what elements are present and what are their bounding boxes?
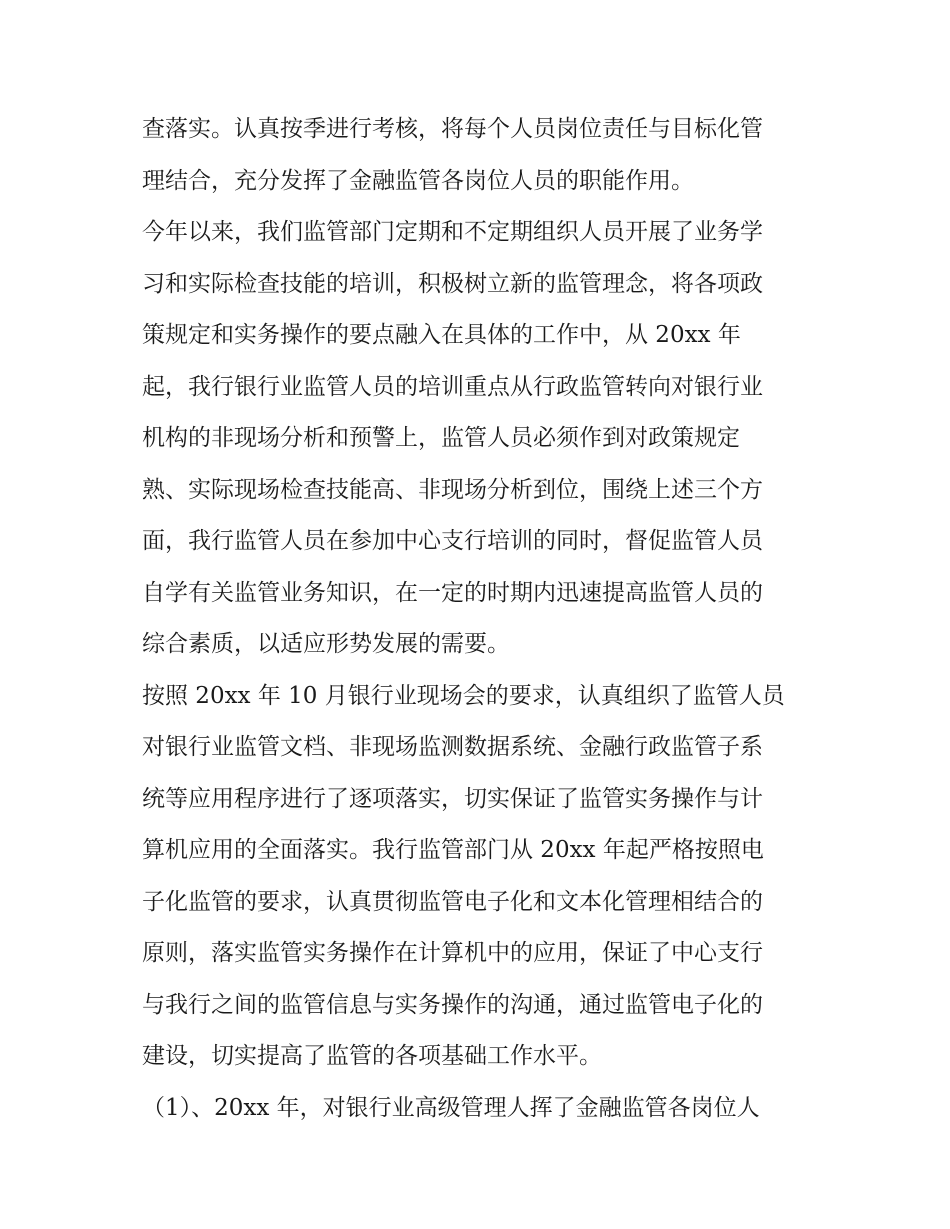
text-line: 自学有关监管业务知识，在一定的时期内迅速提高监管人员的 xyxy=(142,579,763,606)
text-line: 起，我行银行业监管人员的培训重点从行政监管转向对银行业 xyxy=(142,373,763,400)
text-line: 统等应用程序进行了逐项落实，切实保证了监管实务操作与计 xyxy=(142,785,763,812)
text-line: 算机应用的全面落实。我行监管部门从 20xx 年起严格按照电 xyxy=(142,837,764,863)
text-line: 今年以来，我们监管部门定期和不定期组织人员开展了业务学 xyxy=(142,219,763,245)
text-line: 查落实。认真按季进行考核，将每个人员岗位责任与目标化管 xyxy=(142,116,763,142)
body-text xyxy=(142,104,814,1134)
text-line: （1）、20xx 年，对银行业高级管理人挥了金融监管各岗位人 xyxy=(142,1094,760,1121)
text-line: 建设，切实提高了监管的各项基础工作水平。 xyxy=(142,1043,602,1069)
text-line: 理结合，充分发挥了金融监管各岗位人员的职能作用。 xyxy=(142,167,694,194)
text-line: 与我行之间的监管信息与实务操作的沟通，通过监管电子化的 xyxy=(142,991,763,1018)
text-line: 原则，落实监管实务操作在计算机中的应用，保证了中心支行 xyxy=(142,940,763,966)
text-line: 策规定和实务操作的要点融入在具体的工作中，从 20xx 年 xyxy=(142,322,741,348)
text-line: 按照 20xx 年 10 月银行业现场会的要求，认真组织了监管人员 xyxy=(142,682,785,709)
text-line: 熟、实际现场检查技能高、非现场分析到位，围绕上述三个方 xyxy=(142,476,763,503)
text-line: 对银行业监管文档、非现场监测数据系统、金融行政监管子系 xyxy=(142,734,763,760)
text-line: 习和实际检查技能的培训，积极树立新的监管理念，将各项政 xyxy=(142,270,763,297)
text-line: 机构的非现场分析和预警上，监管人员必须作到对政策规定 xyxy=(142,425,740,451)
text-line: 子化监管的要求，认真贯彻监管电子化和文本化管理相结合的 xyxy=(142,888,763,915)
text-line: 面，我行监管人员在参加中心支行培训的同时，督促监管人员 xyxy=(142,528,763,554)
text-line: 综合素质，以适应形势发展的需要。 xyxy=(142,631,510,657)
